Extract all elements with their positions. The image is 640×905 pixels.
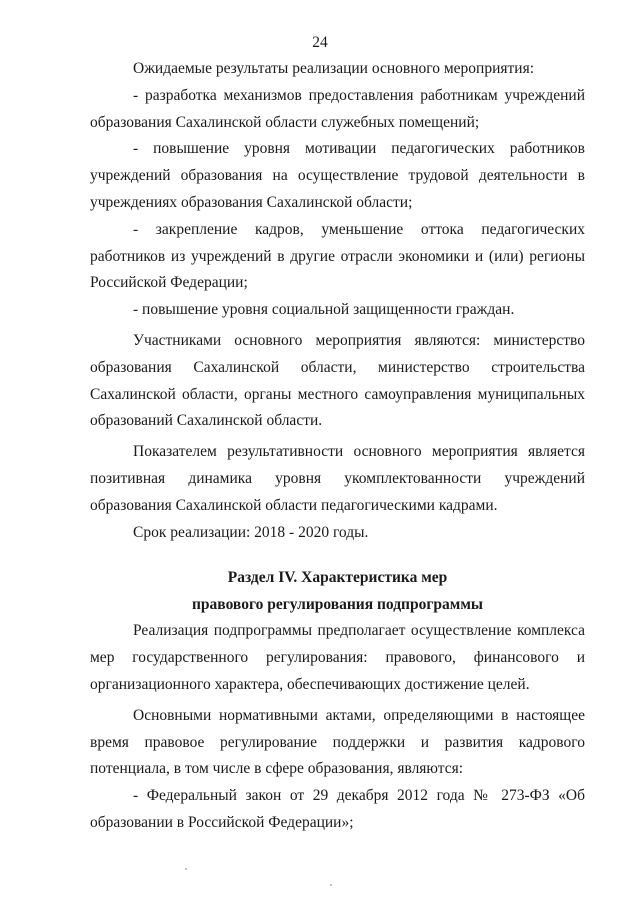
- document-body: [90, 56, 585, 837]
- section-title-line1: Раздел IV. Характеристика мер: [227, 569, 448, 587]
- list-item-federal-law: - Федеральный закон от 29 декабря 2012 года № 273-ФЗ «Об образовании в Российской Федерации»;: [90, 787, 585, 831]
- paragraph-regulatory-acts: Основными нормативными актами, определяющими в настоящее время правовое регулирование поддержки и развития кадрового потенциала, в том числе в сфере образования, являются:: [90, 706, 585, 778]
- paragraph-term: Срок реализации: 2018 - 2020 годы.: [133, 523, 369, 541]
- list-item-housing: - разработка механизмов предоставления работникам учреждений образования Сахалинской области служебных помещений;: [90, 86, 585, 131]
- paragraph-implementation: Реализация подпрограммы предполагает осуществление комплекса мер государственного регулирования: правового, финансового и организационного характера, обеспечивающих достижение целей.: [90, 622, 585, 693]
- paragraph-indicator: Показателем результативности основного мероприятия является позитивная динамика уровня укомплектованности учреждений образования Сахалинской области педагогическими кадрами.: [90, 443, 585, 514]
- scan-speck: [185, 868, 187, 870]
- list-item-social-protection: - повышение уровня социальной защищенности граждан.: [133, 301, 515, 319]
- page-number: 24: [312, 34, 328, 51]
- section-title-line2: правового регулирования подпрограммы: [192, 596, 483, 614]
- scan-speck: [330, 884, 332, 886]
- list-item-retention: - закрепление кадров, уменьшение оттока педагогических работников из учреждений в другие отрасли экономики и (или) регионы Российской Федерации;: [90, 220, 585, 292]
- paragraph-participants: Участниками основного мероприятия являются: министерство образования Сахалинской области, министерство строительства Сахалинской области, органы местного самоуправления муниципальных образований Сахалинской области.: [90, 331, 585, 430]
- paragraph-expected-results: Ожидаемые результаты реализации основного мероприятия:: [133, 60, 535, 77]
- list-item-motivation: - повышение уровня мотивации педагогических работников учреждений образования на осуществление трудовой деятельности в учреждениях образования Сахалинской области;: [90, 140, 585, 211]
